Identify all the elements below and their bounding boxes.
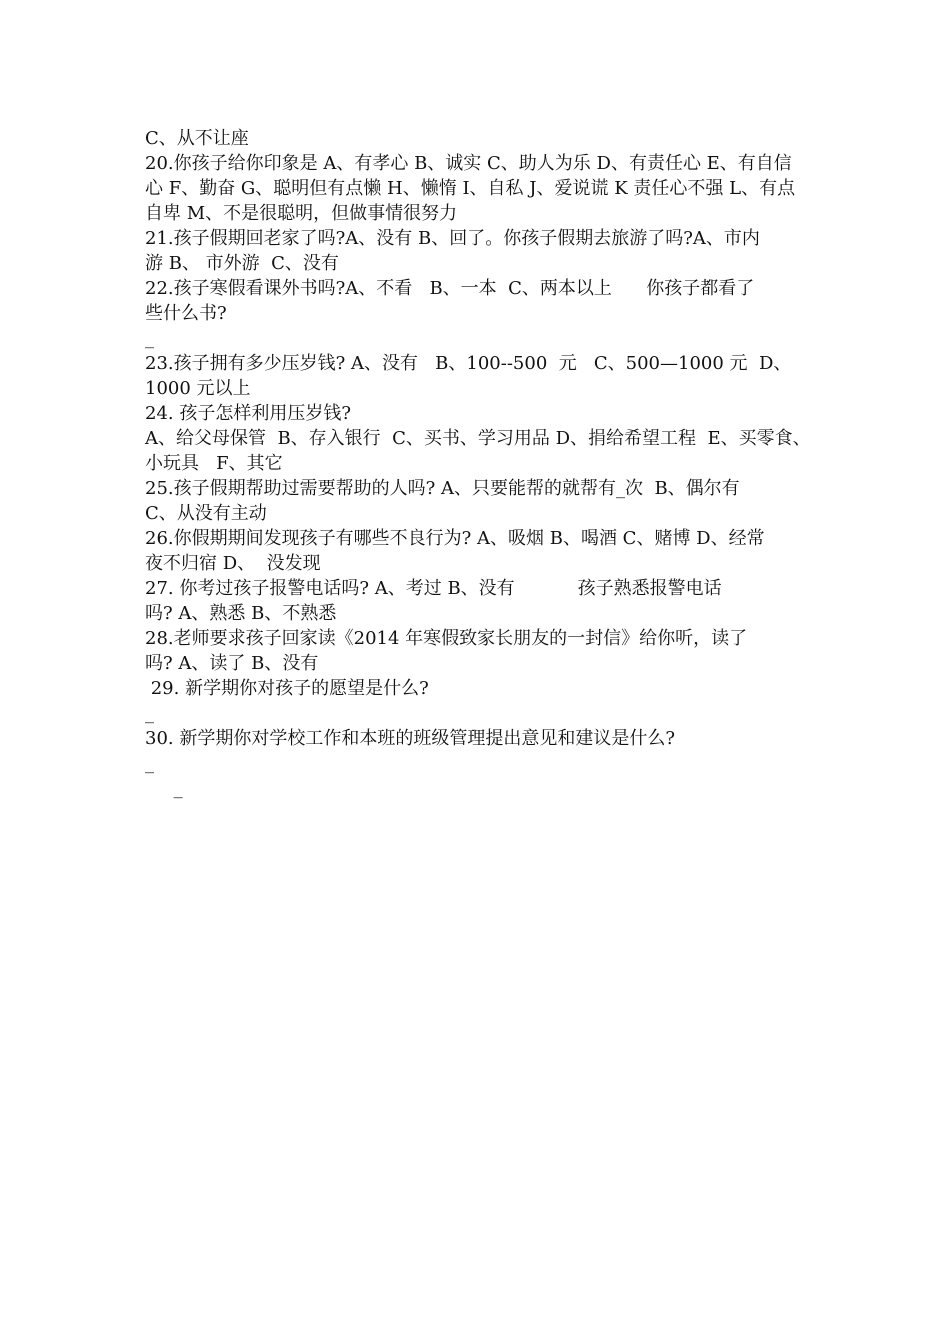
text-line: 吗? A、熟悉 B、不熟悉 [145,603,337,624]
text-line: 些什么书? [145,303,227,324]
answer-blank: _ [145,778,183,799]
text-line: 小玩具 F、其它 [145,453,283,474]
question-20-line: 20.你孩子给你印象是 A、有孝心 B、诚实 C、助人为乐 D、有责任心 E、有自信 [145,153,792,174]
question-26-line: 26.你假期期间发现孩子有哪些不良行为? A、吸烟 B、喝酒 C、赌博 D、经常 [145,528,765,549]
text-line: 夜不归宿 D、 没发现 [145,553,321,574]
question-29-line: 29. 新学期你对孩子的愿望是什么? [145,678,429,699]
text-line: 游 B、 市外游 C、没有 [145,253,339,274]
text-line: 1000 元以上 [145,378,251,399]
question-24-line: 24. 孩子怎样利用压岁钱? [145,403,351,424]
text-line: C、从不让座 [145,128,249,149]
question-28-line: 28.老师要求孩子回家读《2014 年寒假致家长朋友的一封信》给你听，读了 [145,628,748,649]
question-25-line: 25.孩子假期帮助过需要帮助的人吗? A、只要能帮的就帮有_次 B、偶尔有 [145,478,740,499]
question-21-line: 21.孩子假期回老家了吗?A、没有 B、回了。你孩子假期去旅游了吗?A、市内 [145,228,760,249]
questionnaire-text [145,126,875,801]
text-line: 心 F、勤奋 G、聪明但有点懒 H、懒惰 I、自私 J、爱说谎 K 责任心不强 L、有点 [145,178,796,199]
text-line: A、给父母保管 B、存入银行 C、买书、学习用品 D、捐给希望工程 E、买零食、 [145,428,811,449]
answer-blank: _ [145,328,154,349]
answer-blank: _ [145,753,154,774]
question-22-line: 22.孩子寒假看课外书吗?A、不看 B、一本 C、两本以上 你孩子都看了 [145,278,755,299]
question-30-line: 30. 新学期你对学校工作和本班的班级管理提出意见和建议是什么? [145,728,675,749]
text-line: 自卑 M、不是很聪明，但做事情很努力 [145,203,458,224]
text-line: C、从没有主动 [145,503,267,524]
text-line: 吗? A、读了 B、没有 [145,653,319,674]
question-23-line: 23.孩子拥有多少压岁钱? A、没有 B、100--500 元 C、500—1000 元 D、 [145,353,792,374]
question-27-line: 27. 你考过孩子报警电话吗? A、考过 B、没有 孩子熟悉报警电话 [145,578,722,599]
answer-blank: _ [145,703,154,724]
